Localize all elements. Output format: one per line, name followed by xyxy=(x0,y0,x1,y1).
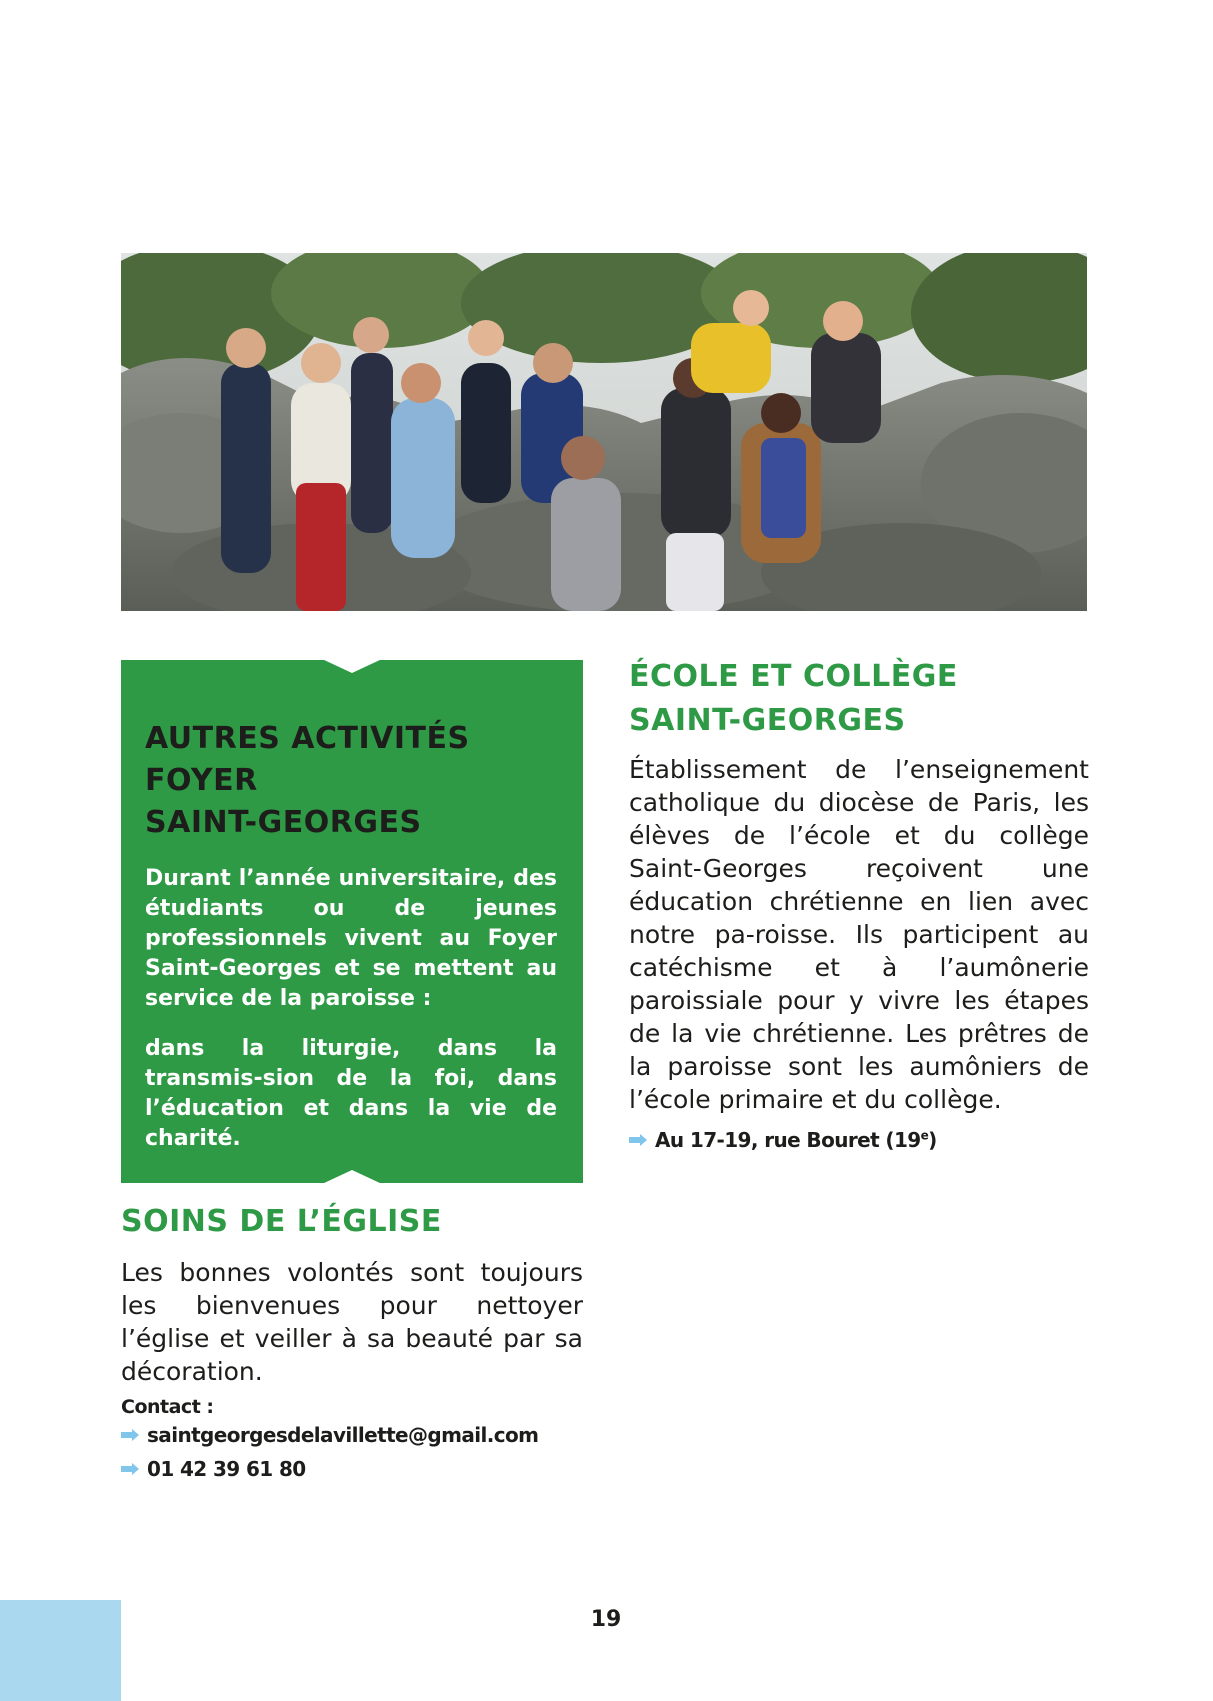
foyer-paragraph-2: dans la liturgie, dans la transmis-sion de la foi, dans l’éducation et dans la vie de charité. xyxy=(145,1036,557,1151)
address-sup: e xyxy=(920,1128,929,1143)
group-photo-icon xyxy=(121,253,1087,611)
group-photo xyxy=(121,253,1087,611)
address-text xyxy=(655,1128,937,1152)
arrow-right-icon xyxy=(629,1134,647,1146)
ecole-body: Établissement de l’enseignement catholique du diocèse de Paris, les élèves de l’école et du collège Saint-Georges reçoivent une éducation chrétienne en lien avec notre pa-roisse. Ils participent au catéchisme et à l’aumônerie paroissiale pour y vivre les étapes de la vie chrétienne. Les prêtres de la paroisse sont les aumôniers de l’école primaire et du collège. xyxy=(629,755,1089,1114)
ecole-title-line: ÉCOLE ET COLLÈGE xyxy=(629,659,958,694)
foyer-title-line: SAINT-GEORGES xyxy=(145,805,422,840)
address-main: Au 17-19, rue Bouret (19 xyxy=(655,1128,921,1152)
contact-label: Contact : xyxy=(121,1396,214,1418)
soins-body: Les bonnes volontés sont toujours les bienvenues pour nettoyer l’église et veiller à sa beauté par sa décoration. xyxy=(121,1258,583,1386)
phone-number[interactable]: 01 42 39 61 80 xyxy=(147,1457,306,1481)
foyer-title-line: FOYER xyxy=(145,763,258,798)
ecole-title xyxy=(629,655,958,743)
ecole-title-line: SAINT-GEORGES xyxy=(629,703,906,738)
soins-title: SOINS DE L’ÉGLISE xyxy=(121,1204,442,1239)
foyer-title xyxy=(145,718,565,844)
notch-bottom-icon xyxy=(322,1170,382,1184)
contact-email[interactable] xyxy=(121,1423,538,1447)
foyer-title-line: AUTRES ACTIVITÉS xyxy=(145,721,470,756)
contact-phone[interactable] xyxy=(121,1457,306,1481)
corner-color-strip xyxy=(0,1600,121,1701)
ecole-address xyxy=(629,1128,937,1152)
arrow-right-icon xyxy=(121,1429,139,1441)
page-number: 19 xyxy=(590,1607,622,1632)
foyer-paragraph-1: Durant l’année universitaire, des étudiants ou de jeunes professionnels vivent au Foyer Saint-Georges et se mettent au service de la paroisse : xyxy=(145,866,557,1011)
notch-top-icon xyxy=(322,659,382,673)
email-link[interactable]: saintgeorgesdelavillette@gmail.com xyxy=(147,1423,539,1447)
arrow-right-icon xyxy=(121,1463,139,1475)
address-end: ) xyxy=(928,1128,937,1152)
foyer-box xyxy=(121,660,583,1183)
